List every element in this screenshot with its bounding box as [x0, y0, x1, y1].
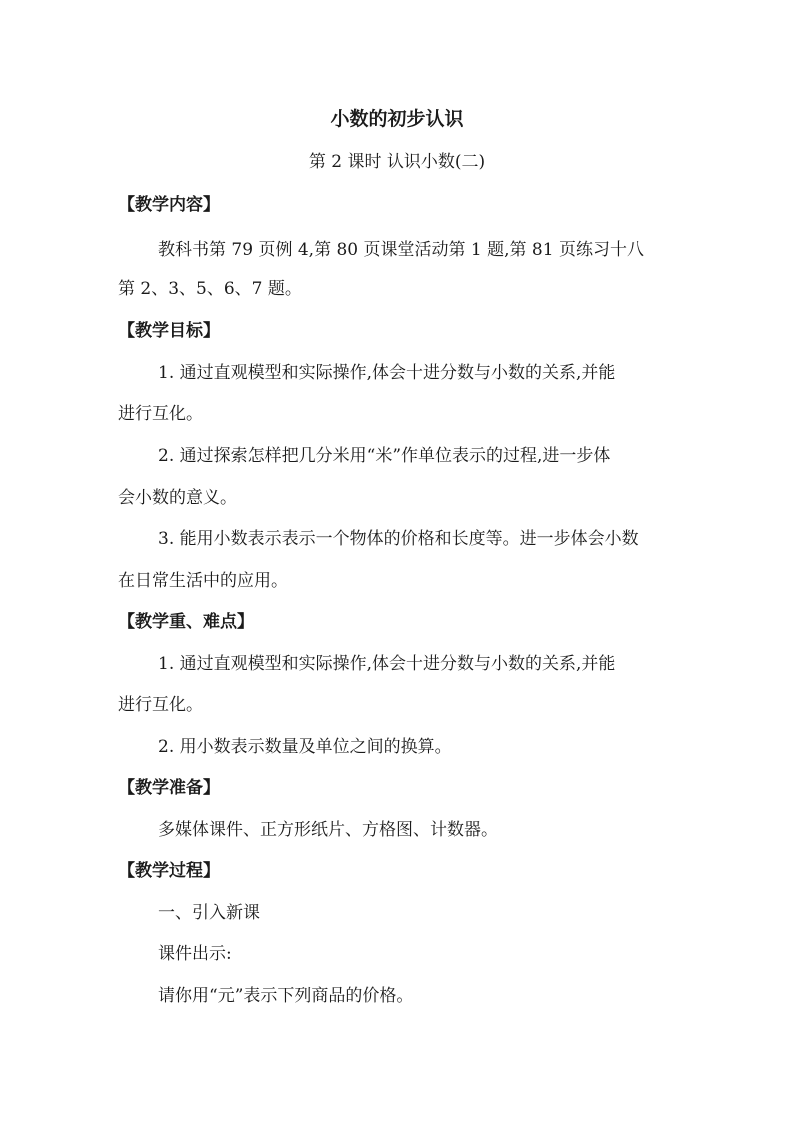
- goal-line-1: 1. 通过直观模型和实际操作,体会十进分数与小数的关系,并能: [158, 363, 616, 383]
- heading-process: 【教学过程】: [118, 861, 220, 881]
- process-line-2: 课件出示:: [158, 944, 232, 964]
- key-point-line-3: 2. 用小数表示数量及单位之间的换算。: [158, 737, 452, 757]
- process-line-1: 一、引入新课: [158, 903, 260, 923]
- lesson-subtitle: 第 2 课时 认识小数(二): [308, 152, 486, 172]
- key-point-line-1: 1. 通过直观模型和实际操作,体会十进分数与小数的关系,并能: [158, 654, 616, 674]
- content-line-2: 第 2、3、5、6、7 题。: [118, 279, 302, 299]
- content-line-1: 教科书第 79 页例 4,第 80 页课堂活动第 1 题,第 81 页练习十八: [158, 240, 644, 260]
- goal-line-6: 在日常生活中的应用。: [118, 571, 288, 591]
- process-line-3: 请你用“元”表示下列商品的价格。: [158, 986, 414, 1006]
- heading-teaching-goals: 【教学目标】: [118, 321, 220, 341]
- key-point-line-2: 进行互化。: [118, 695, 203, 715]
- goal-line-4: 会小数的意义。: [118, 488, 237, 508]
- preparation-line-1: 多媒体课件、正方形纸片、方格图、计数器。: [158, 820, 498, 840]
- heading-preparation: 【教学准备】: [118, 778, 220, 798]
- heading-teaching-content: 【教学内容】: [118, 195, 220, 215]
- document-title: 小数的初步认识: [330, 108, 464, 130]
- goal-line-2: 进行互化。: [118, 404, 203, 424]
- goal-line-3: 2. 通过探索怎样把几分米用“米”作单位表示的过程,进一步体: [158, 446, 611, 466]
- goal-line-5: 3. 能用小数表示表示一个物体的价格和长度等。进一步体会小数: [158, 529, 639, 549]
- heading-key-points: 【教学重、难点】: [118, 612, 254, 632]
